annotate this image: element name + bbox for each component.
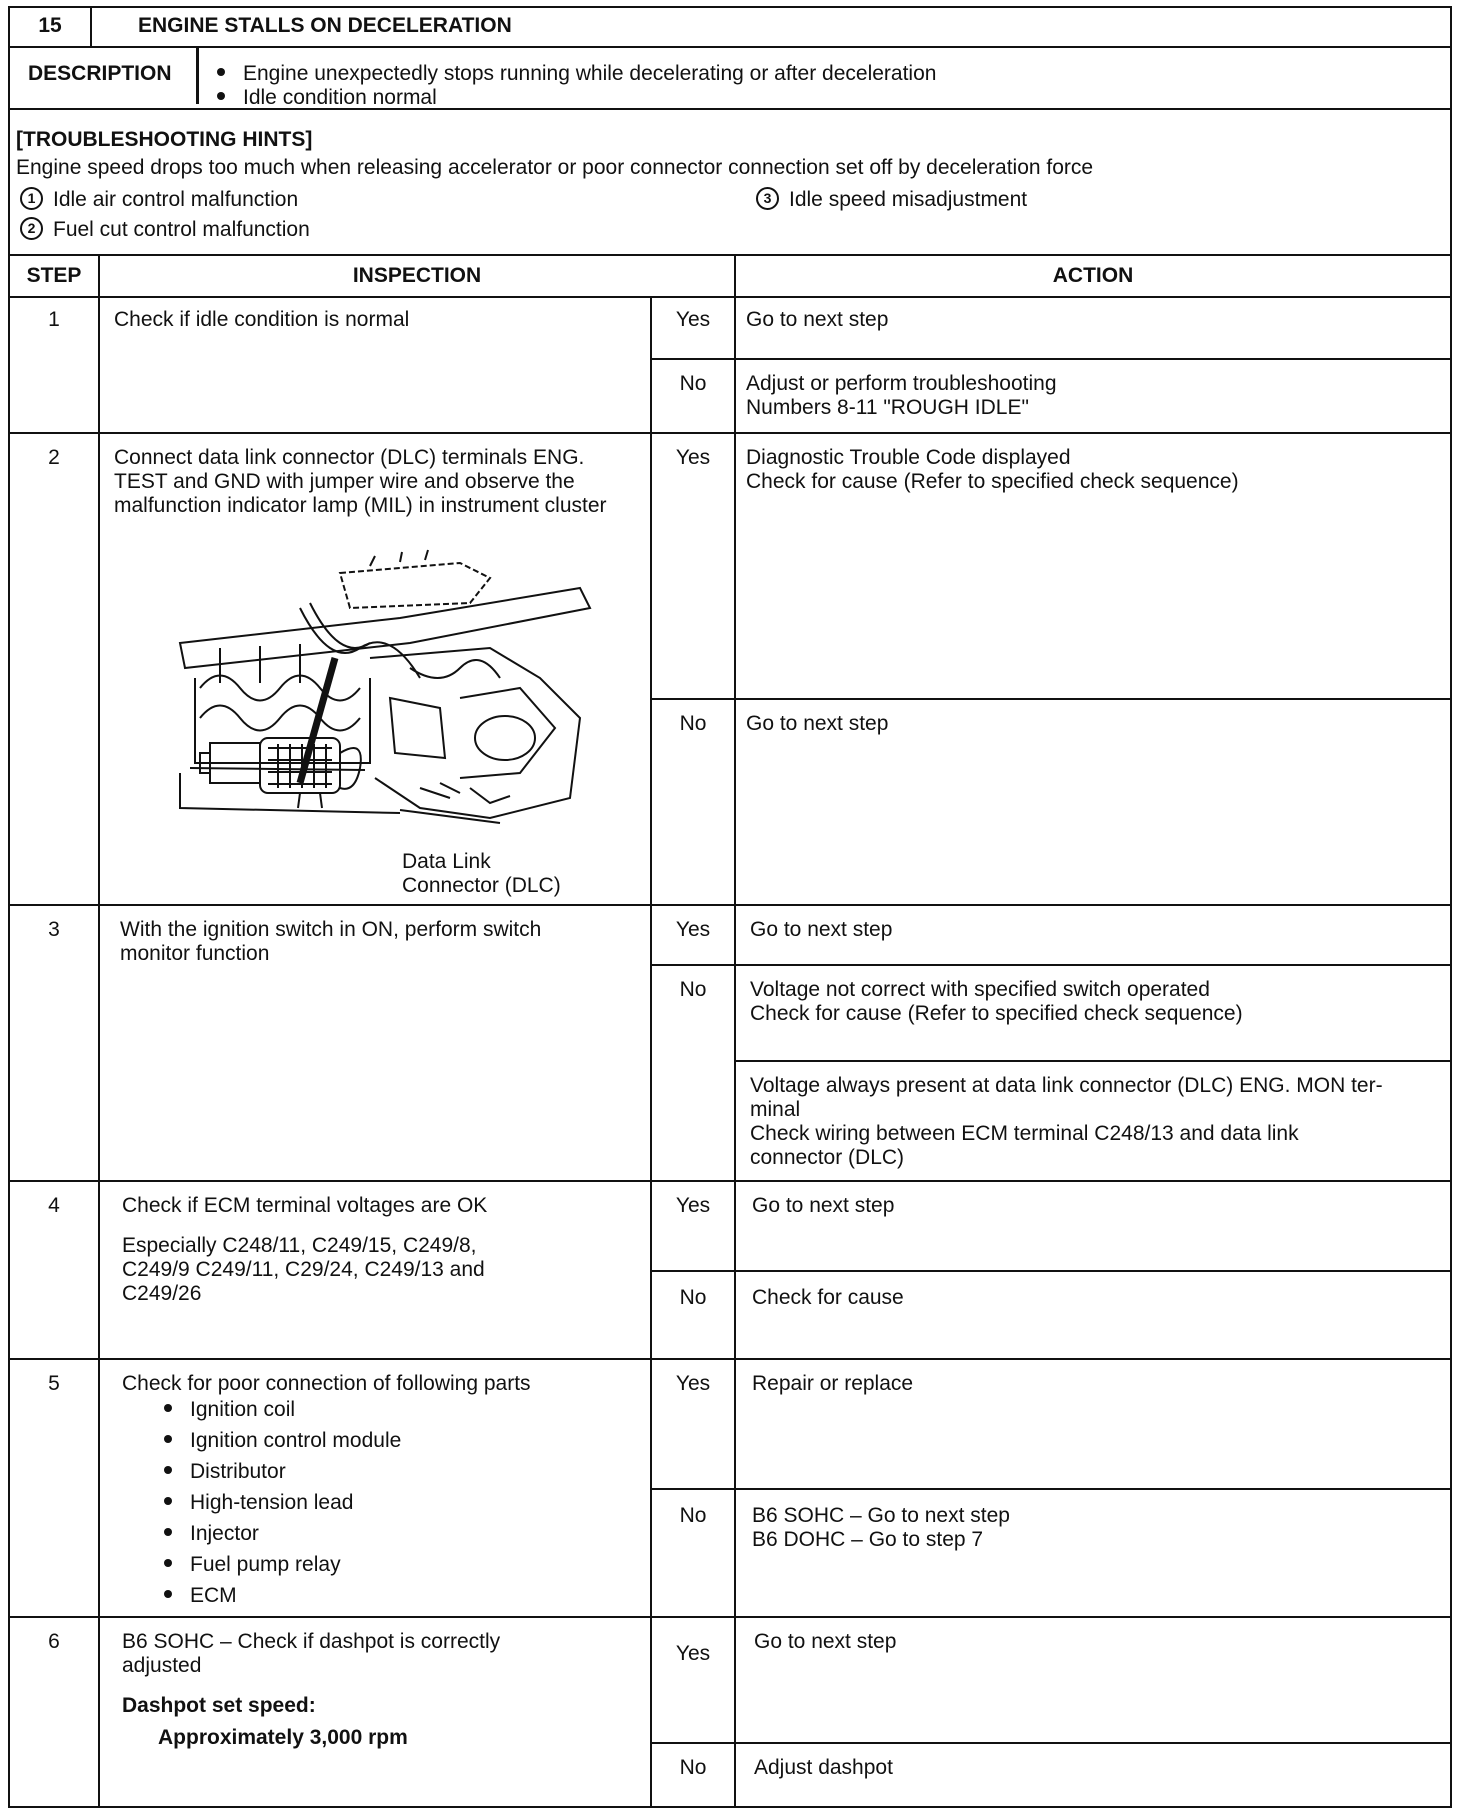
result-yes: Yes bbox=[675, 1642, 711, 1665]
result-yes: Yes bbox=[675, 308, 711, 331]
column-line-action bbox=[734, 254, 736, 1808]
divider bbox=[650, 1488, 1450, 1490]
part-item: Injector bbox=[164, 1522, 259, 1546]
divider bbox=[10, 296, 1450, 298]
hint-item: 3 Idle speed misadjustment bbox=[756, 188, 1027, 212]
step-number: 6 bbox=[48, 1630, 60, 1653]
action-text: Diagnostic Trouble Code displayed Check for cause (Refer to specified check sequence) bbox=[746, 446, 1239, 493]
action-text: Check for cause bbox=[752, 1286, 904, 1309]
step-number: 4 bbox=[48, 1194, 60, 1217]
spec-label: Dashpot set speed: bbox=[122, 1694, 316, 1717]
section-title: ENGINE STALLS ON DECELERATION bbox=[138, 14, 512, 37]
part-item: Fuel pump relay bbox=[164, 1553, 341, 1577]
divider bbox=[10, 1180, 1450, 1182]
result-no: No bbox=[679, 1756, 707, 1779]
divider bbox=[650, 1270, 1450, 1272]
troubleshooting-page bbox=[8, 6, 1452, 1808]
inspection-text: B6 SOHC – Check if dashpot is correctly adjusted bbox=[122, 1630, 501, 1677]
engine-bay-illustration bbox=[160, 548, 600, 888]
spec-value: Approximately 3,000 rpm bbox=[158, 1726, 408, 1749]
hint-item: 2 Fuel cut control malfunction bbox=[20, 218, 310, 242]
result-yes: Yes bbox=[675, 1372, 711, 1395]
step-number: 3 bbox=[48, 918, 60, 941]
part-item: High-tension lead bbox=[164, 1491, 353, 1515]
result-no: No bbox=[679, 372, 707, 395]
divider bbox=[196, 48, 199, 104]
action-text: Go to next step bbox=[750, 918, 893, 941]
part-item: Ignition coil bbox=[164, 1398, 295, 1422]
action-text: Go to next step bbox=[746, 308, 889, 331]
action-text: Voltage always present at data link connector (DLC) ENG. MON ter- minal Check wiring between ECM terminal C248/13 and data link connector (DLC) bbox=[750, 1074, 1383, 1169]
inspection-text: With the ignition switch in ON, perform switch monitor function bbox=[120, 918, 542, 965]
action-column-header: ACTION bbox=[1052, 264, 1134, 287]
divider bbox=[650, 358, 1450, 360]
inspection-column-header: INSPECTION bbox=[352, 264, 482, 287]
hints-heading: [TROUBLESHOOTING HINTS] bbox=[16, 128, 313, 151]
divider bbox=[650, 1742, 1450, 1744]
step-number: 2 bbox=[48, 446, 60, 469]
description-item: Engine unexpectedly stops running while decelerating or after deceleration bbox=[217, 62, 936, 86]
description-item: Idle condition normal bbox=[217, 86, 437, 110]
step-number: 5 bbox=[48, 1372, 60, 1395]
result-yes: Yes bbox=[675, 918, 711, 941]
part-item: ECM bbox=[164, 1584, 237, 1608]
result-yes: Yes bbox=[675, 1194, 711, 1217]
divider bbox=[10, 254, 1450, 256]
part-item: Ignition control module bbox=[164, 1429, 401, 1453]
action-text: Adjust dashpot bbox=[754, 1756, 893, 1779]
step-number: 1 bbox=[48, 308, 60, 331]
result-no: No bbox=[679, 1504, 707, 1527]
action-text: Go to next step bbox=[752, 1194, 895, 1217]
result-no: No bbox=[679, 1286, 707, 1309]
part-item: Distributor bbox=[164, 1460, 286, 1484]
hint-item: 1 Idle air control malfunction bbox=[20, 188, 298, 212]
result-yes: Yes bbox=[675, 446, 711, 469]
action-text: Go to next step bbox=[754, 1630, 897, 1653]
divider bbox=[650, 964, 1450, 966]
divider bbox=[10, 108, 1450, 110]
divider bbox=[10, 46, 1450, 48]
divider bbox=[734, 1060, 1450, 1062]
action-text: Voltage not correct with specified switch operated Check for cause (Refer to specified check sequence) bbox=[750, 978, 1243, 1025]
divider bbox=[90, 8, 92, 46]
figure-label: Data Link Connector (DLC) bbox=[402, 850, 561, 897]
result-no: No bbox=[679, 978, 707, 1001]
action-text: Repair or replace bbox=[752, 1372, 914, 1395]
step-column-header: STEP bbox=[26, 264, 82, 287]
divider bbox=[10, 904, 1450, 906]
column-line-result bbox=[650, 298, 652, 1808]
section-number: 15 bbox=[38, 14, 62, 37]
inspection-text: Connect data link connector (DLC) terminals ENG. TEST and GND with jumper wire and observe the malfunction indicator lamp (MIL) in instrument cluster bbox=[114, 446, 607, 517]
inspection-text: Check if idle condition is normal bbox=[114, 308, 410, 331]
hints-text: Engine speed drops too much when releasing accelerator or poor connector connection set off by deceleration force bbox=[16, 156, 1094, 179]
divider bbox=[10, 1616, 1450, 1618]
divider bbox=[10, 432, 1450, 434]
action-text: Adjust or perform troubleshooting Numbers 8-11 "ROUGH IDLE" bbox=[746, 372, 1057, 419]
result-no: No bbox=[679, 712, 707, 735]
divider bbox=[10, 1358, 1450, 1360]
inspection-text: Check for poor connection of following parts bbox=[122, 1372, 531, 1395]
inspection-note: Especially C248/11, C249/15, C249/8, C249/9 C249/11, C29/24, C249/13 and C249/26 bbox=[122, 1234, 485, 1305]
action-text: B6 SOHC – Go to next step B6 DOHC – Go to step 7 bbox=[752, 1504, 1010, 1551]
divider bbox=[650, 698, 1450, 700]
inspection-text: Check if ECM terminal voltages are OK bbox=[122, 1194, 488, 1217]
action-text: Go to next step bbox=[746, 712, 889, 735]
description-label: DESCRIPTION bbox=[28, 62, 172, 85]
column-line-step bbox=[98, 254, 100, 1808]
